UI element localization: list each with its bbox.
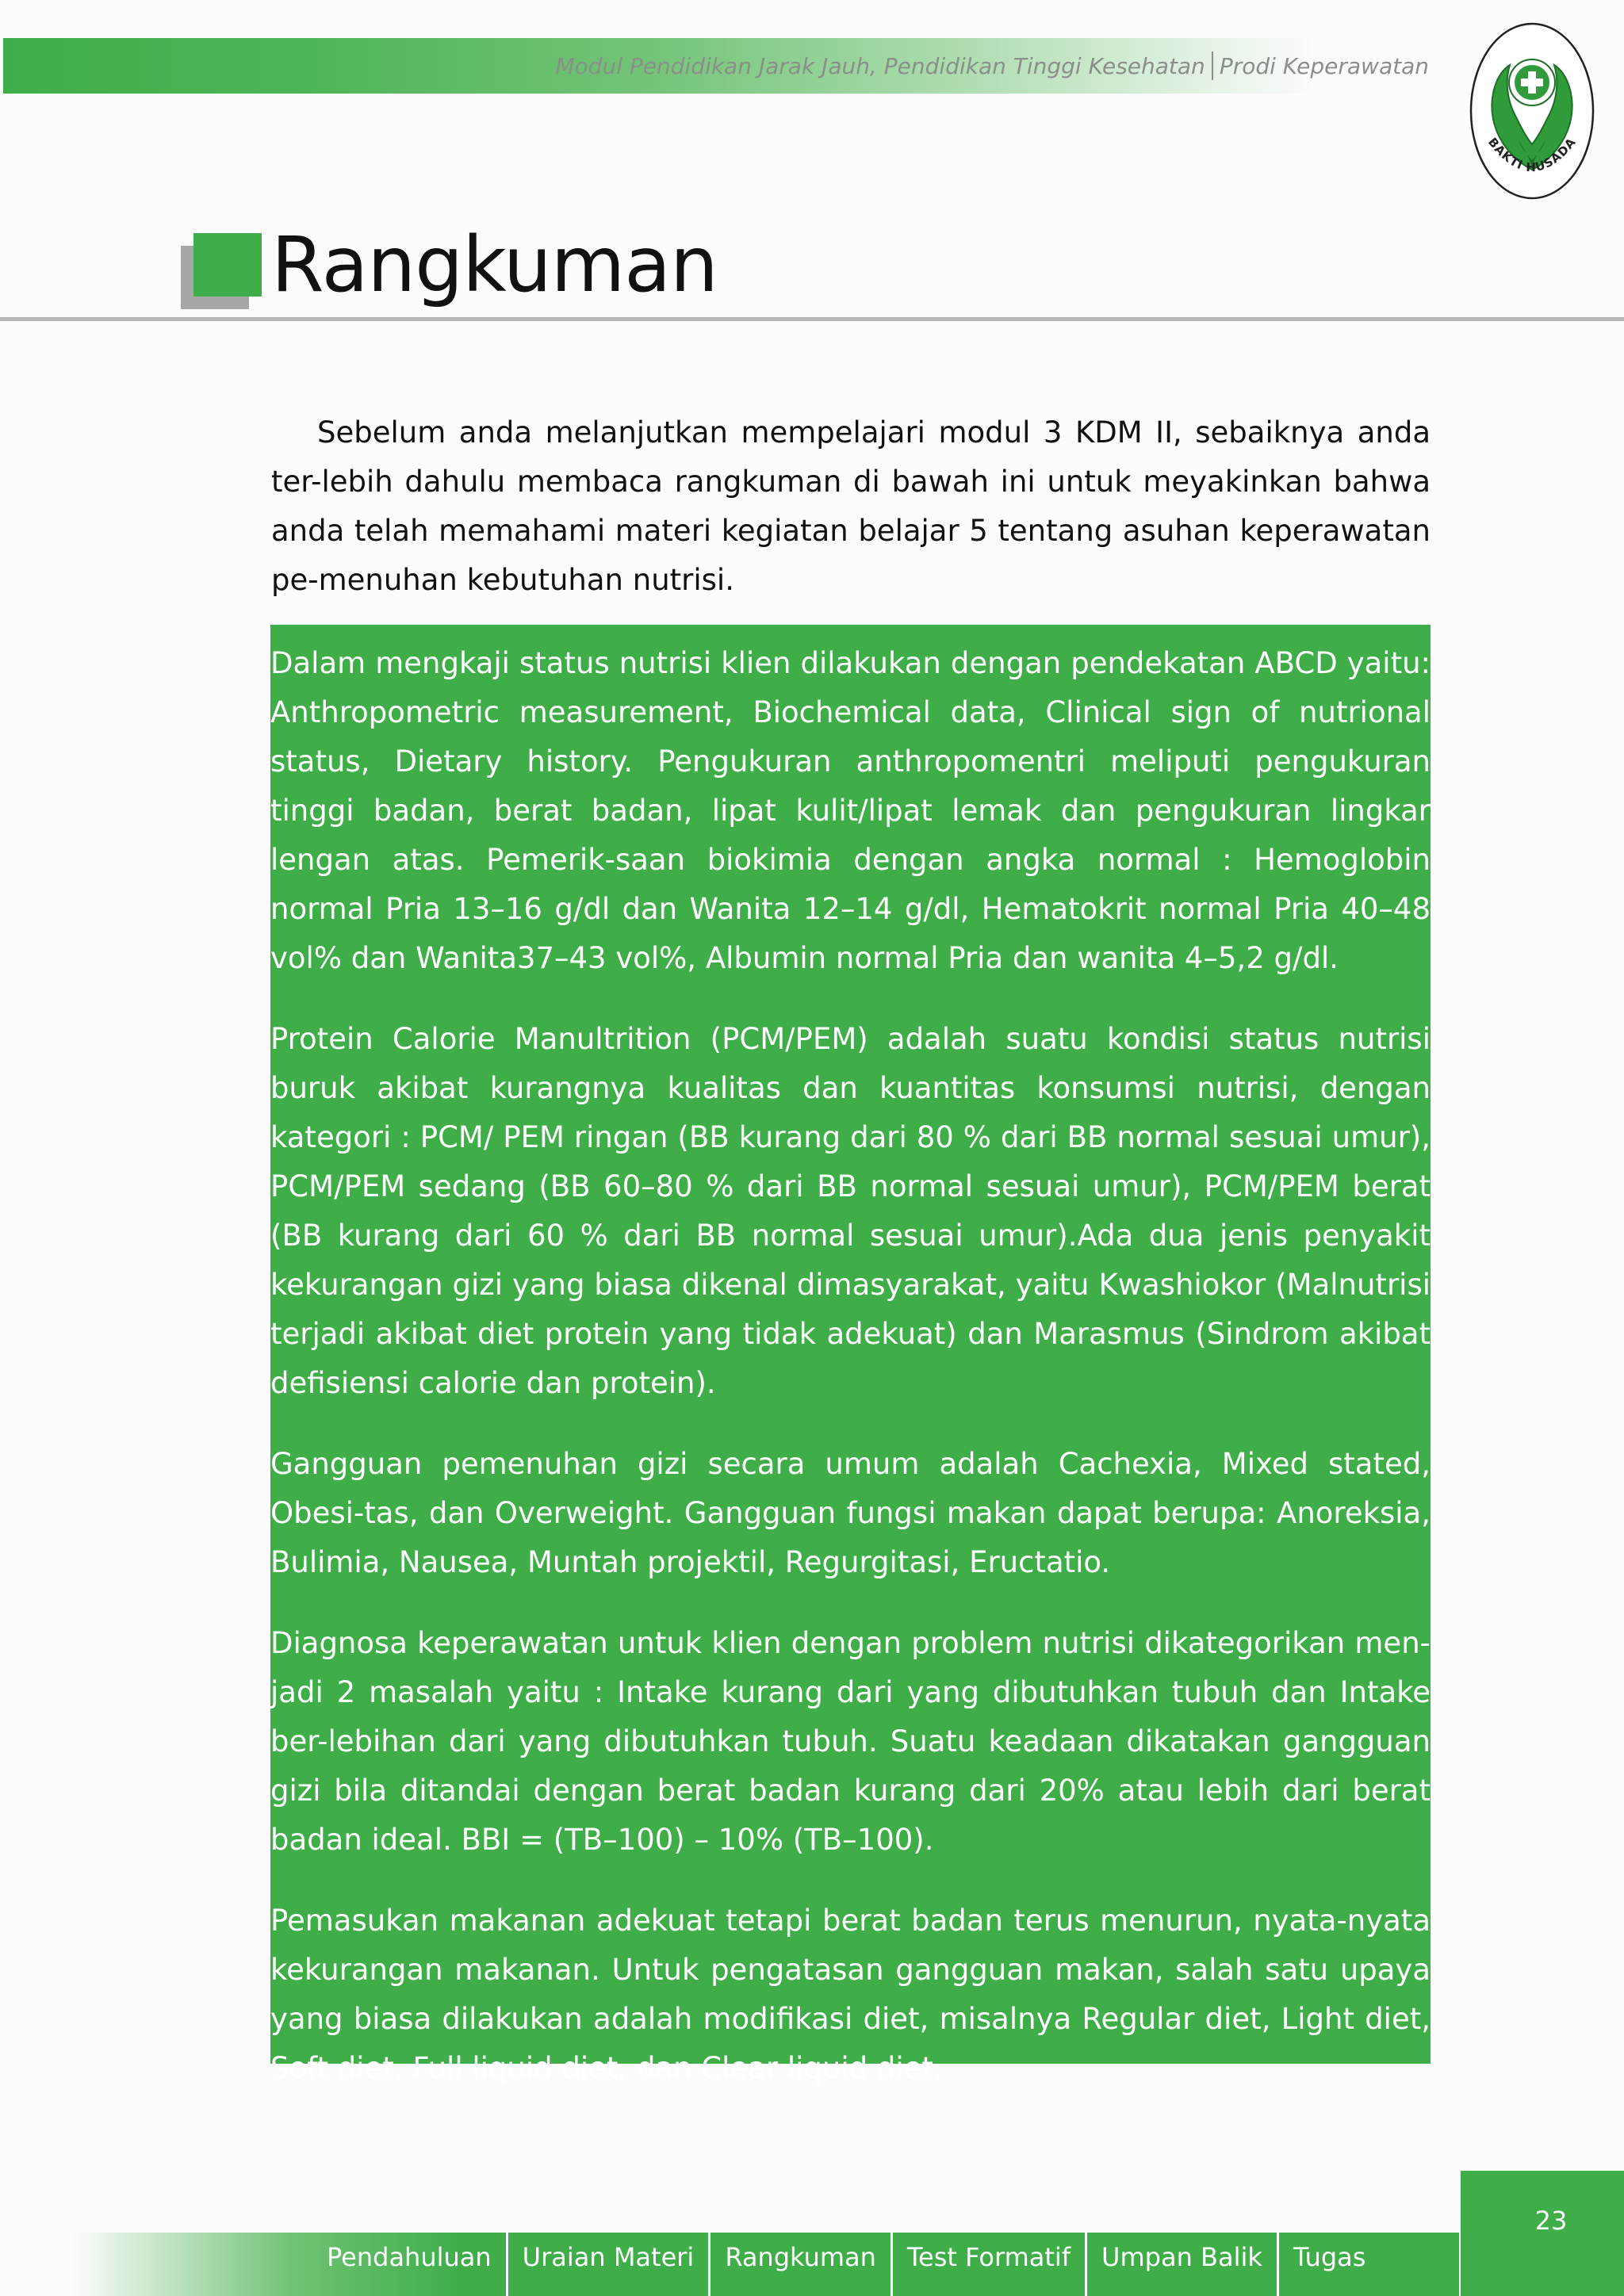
footer-nav-pendahuluan[interactable]: Pendahuluan: [327, 2242, 492, 2272]
header-divider: [1212, 52, 1213, 80]
module-title: Modul Pendidikan Jarak Jauh, Pendidikan Tinggi Kesehatan: [555, 52, 1205, 79]
footer-nav-uraian-materi[interactable]: Uraian Materi: [522, 2242, 695, 2272]
program-name: Prodi Keperawatan: [1219, 52, 1429, 79]
summary-paragraph: Protein Calorie Manultrition (PCM/PEM) adalah suatu kondisi status nutrisi buruk akibat kurangnya kualitas dan kuantitas konsumsi nutrisi, dengan kategori : PCM/ PEM ringan (BB kurang dari 80 % dari BB normal sesuai umur), PCM/PEM sedang (BB 60–80 % dari BB normal sesuai umur), PCM/PEM berat (BB kurang dari 60 % dari BB normal sesuai umur).Ada dua jenis penyakit kekurangan gizi yang biasa dikenal dimasyarakat, yaitu Kwashiokor (Malnutrisi terjadi akibat diet protein yang tidak adekuat) dan Marasmus (Sindrom akibat defisiensi calorie dan protein).: [270, 1022, 1431, 1400]
page-title: Rangkuman: [271, 220, 718, 309]
summary-box: [270, 625, 1431, 2085]
title-decoration-square: [193, 233, 262, 297]
intro-paragraph: Sebelum anda melanjutkan mempelajari modul 3 KDM II, sebaiknya anda ter-lebih dahulu membaca rangkuman di bawah ini untuk meyakinkan bahwa anda telah memahami materi kegiatan belajar 5 tentang asuhan keperawatan pe-menuhan kebutuhan nutrisi.: [271, 415, 1431, 597]
summary-paragraph: Diagnosa keperawatan untuk klien dengan problem nutrisi dikategorikan men-jadi 2 masalah yaitu : Intake kurang dari yang dibutuhkan tubuh dan Intake ber-lebihan dari yang dibutuhkan tubuh. Suatu keadaan dikatakan gangguan gizi bila ditandai dengan berat badan kurang dari 20% atau lebih dari berat badan ideal. BBI = (TB–100) – 10% (TB–100).: [270, 1626, 1431, 1857]
bakti-husada-logo: [1469, 21, 1595, 201]
footer-nav-tugas[interactable]: Tugas: [1293, 2242, 1366, 2272]
footer-nav-rangkuman[interactable]: Rangkuman: [725, 2242, 876, 2272]
running-header: [555, 48, 1429, 84]
svg-text:BAKTI HUSADA: BAKTI HUSADA: [1484, 135, 1580, 175]
footer-nav-test-formatif[interactable]: Test Formatif: [906, 2242, 1071, 2272]
footer-nav: [312, 2233, 1380, 2296]
summary-paragraph: Gangguan pemenuhan gizi secara umum adalah Cachexia, Mixed stated, Obesi-tas, dan Overweight. Gangguan fungsi makan dapat berupa: Anoreksia, Bulimia, Nausea, Muntah projektil, Regurgitasi, Eructatio.: [270, 1447, 1431, 1579]
summary-paragraph: Pemasukan makanan adekuat tetapi berat badan terus menurun, nyata-nyata kekurangan makanan. Untuk pengatasan gangguan makan, salah satu upaya yang biasa dilakukan adalah modifikasi diet, misalnya Regular diet, Light diet, Soft diet, Full liquid diet, dan Clear liquid diet.: [270, 1904, 1431, 2085]
footer-nav-umpan-balik[interactable]: Umpan Balik: [1101, 2242, 1262, 2272]
title-divider: [0, 317, 1624, 321]
summary-paragraph: Dalam mengkaji status nutrisi klien dilakukan dengan pendekatan ABCD yaitu: Anthropometric measurement, Biochemical data, Clinical sign of nutrional status, Dietary history. Pengukuran anthropomentri meliputi pengukuran tinggi badan, berat badan, lipat kulit/lipat lemak dan pengukuran lingkar lengan atas. Pemerik-saan biokimia dengan angka normal : Hemoglobin normal Pria 13–16 g/dl dan Wanita 12–14 g/dl, Hematokrit normal Pria 40–48 vol% dan Wanita37–43 vol%, Albumin normal Pria dan wanita 4–5,2 g/dl.: [270, 646, 1431, 975]
page-number: 23: [1534, 2206, 1568, 2236]
